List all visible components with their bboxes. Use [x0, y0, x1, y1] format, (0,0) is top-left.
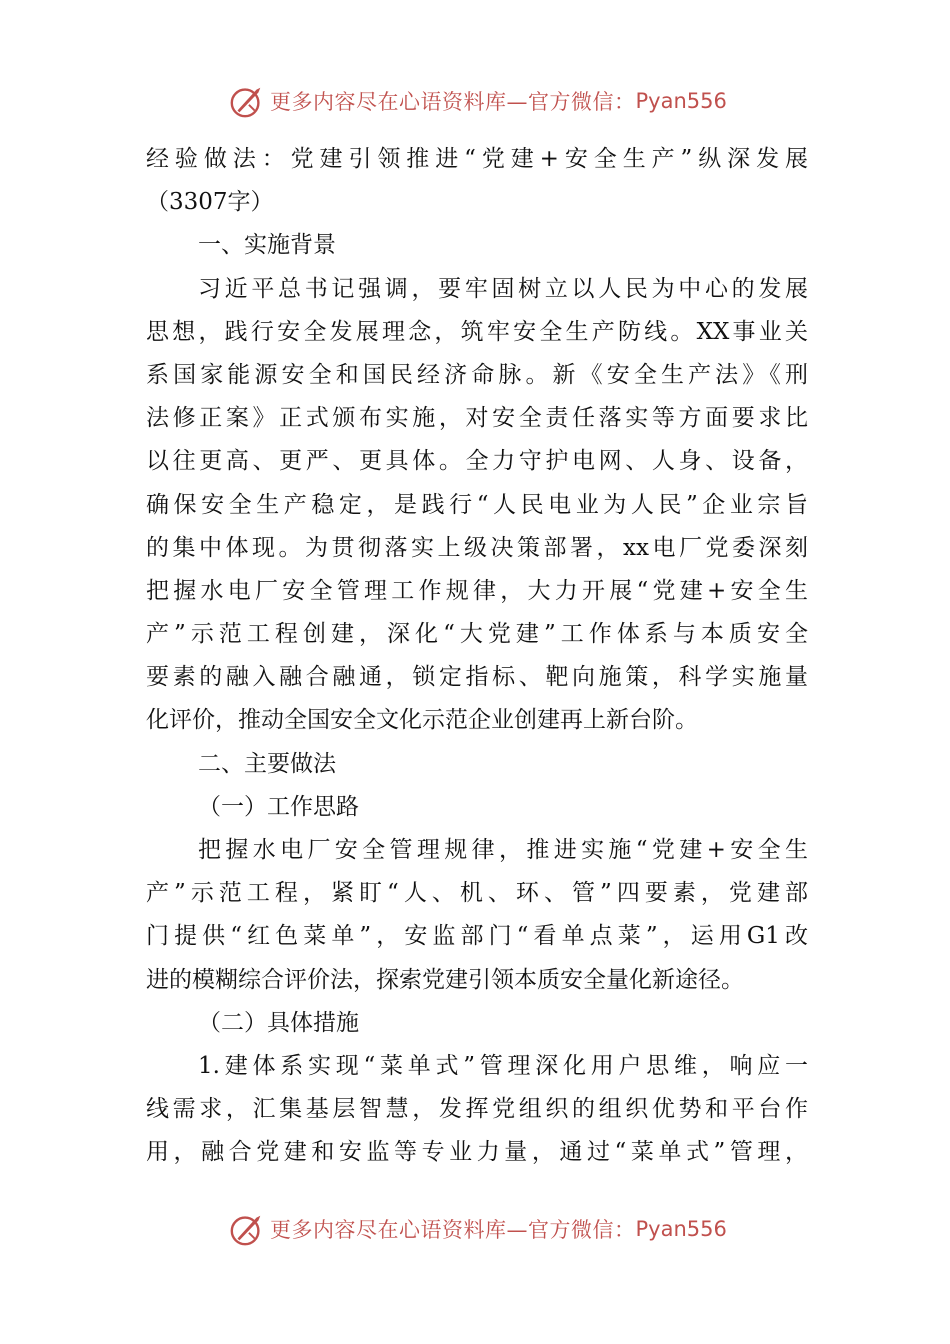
- banner-text: 更多内容尽在心语资料库—官方微信：: [270, 90, 636, 114]
- footer-watermark-banner: [228, 1206, 727, 1252]
- banner-text: 更多内容尽在心语资料库—官方微信：: [270, 1218, 636, 1242]
- pen-quill-logo-icon: [228, 1210, 266, 1248]
- sub1-para-line: 把握水电厂安全管理规律，推进实施“党建+安全生: [198, 837, 808, 863]
- banner-contact: Pyan556: [635, 1217, 727, 1241]
- doc-title-line-2: （3307字）: [146, 189, 274, 216]
- section1-para-line: 把握水电厂安全管理工作规律，大力开展“党建+安全生: [146, 577, 808, 604]
- section1-para-line: 确保安全生产稳定，是践行“人民电业为人民”企业宗旨: [146, 491, 808, 518]
- document-body: [146, 138, 808, 1175]
- sub1-para-line: 进的模糊综合评价法，探索党建引领本质安全量化新途径。: [146, 966, 744, 993]
- section1-para-line: 系国家能源安全和国民经济命脉。新《安全生产法》《刑: [146, 361, 808, 388]
- section1-para-line: 思想，践行安全发展理念，筑牢安全生产防线。XX事业关: [146, 318, 808, 345]
- sub2-heading: （二）具体措施: [198, 1009, 359, 1036]
- sub2-para-line: 线需求，汇集基层智慧，发挥党组织的组织优势和平台作: [146, 1096, 808, 1123]
- sub1-para-line: 产”示范工程，紧盯“人、机、环、管”四要素，党建部: [146, 880, 808, 907]
- section1-para-line: 以往更高、更严、更具体。全力守护电网、人身、设备，: [146, 448, 808, 475]
- header-watermark-banner: [228, 78, 727, 124]
- section1-para-line: 产”示范工程创建，深化“大党建”工作体系与本质安全: [146, 621, 808, 648]
- section1-heading: 一、实施背景: [198, 232, 336, 259]
- sub2-para-line: 1.建体系实现“菜单式”管理深化用户思维，响应一: [198, 1052, 808, 1079]
- sub2-para-line: 用，融合党建和安监等专业力量，通过“菜单式”管理，: [146, 1139, 808, 1166]
- section1-para-line: 的集中体现。为贯彻落实上级决策部署，xx电厂党委深刻: [146, 534, 808, 561]
- pen-quill-logo-icon: [228, 82, 266, 120]
- doc-title-line-1: 经验做法：党建引领推进“党建+安全生产”纵深发展: [146, 146, 808, 172]
- banner-contact: Pyan556: [635, 89, 727, 113]
- sub1-heading: （一）工作思路: [198, 793, 359, 820]
- section2-heading: 二、主要做法: [198, 750, 336, 777]
- sub1-para-line: 门提供“红色菜单”，安监部门“看单点菜”，运用G1改: [146, 923, 808, 950]
- section1-para-line: 习近平总书记强调，要牢固树立以人民为中心的发展: [198, 275, 808, 302]
- section1-para-line: 法修正案》正式颁布实施，对安全责任落实等方面要求比: [146, 405, 808, 432]
- section1-para-line: 要素的融入融合融通，锁定指标、靶向施策，科学实施量: [146, 664, 808, 691]
- section1-para-line: 化评价，推动全国安全文化示范企业创建再上新台阶。: [146, 707, 698, 734]
